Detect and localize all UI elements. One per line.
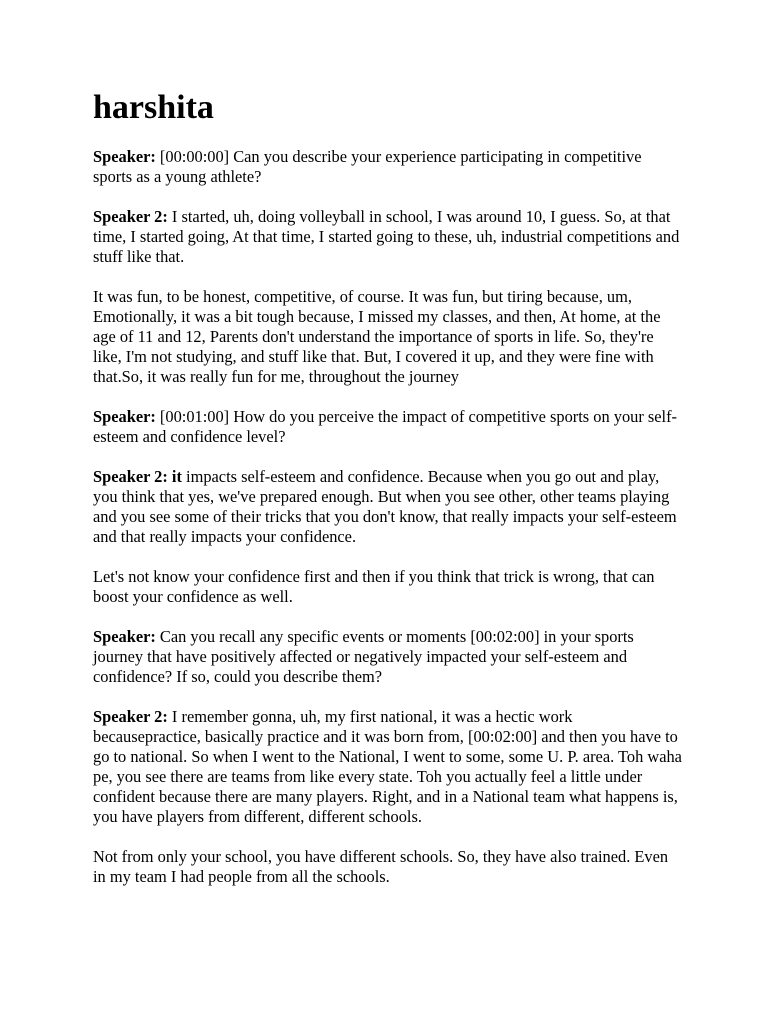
transcript-paragraph [93,567,683,607]
document-title: harshita [93,89,214,126]
transcript-paragraph [93,147,683,187]
transcript-paragraph [93,847,683,887]
transcript-page [93,88,683,907]
paragraph-text: Let's not know your confidence first and then if you think that trick is wrong, that can boost your confidence as well. [93,567,655,606]
paragraph-text: It was fun, to be honest, competitive, of course. It was fun, but tiring because, um, Emotionally, it was a bit tough because, I missed my classes, and then, At home, at the age of 11 and 12, Parents don't understand the importance of sports in life. So, they're like, I'm not studying, and stuff like that. But, I covered it up, and they were fine with that.So, it was really fun for me, throughout the journey [93,287,661,386]
paragraph-text: Can you recall any specific events or moments [00:02:00] in your sports journey that have positively affected or negatively impacted your self-esteem and confidence? If so, could you describe them? [93,627,634,686]
transcript-paragraph [93,627,683,687]
speaker-label: Speaker 2: it [93,467,182,486]
speaker-label: Speaker 2: [93,707,168,726]
transcript-paragraph [93,407,683,447]
speaker-label: Speaker 2: [93,207,168,226]
paragraph-text: Not from only your school, you have different schools. So, they have also trained. Even in my team I had people from all the schools. [93,847,669,886]
transcript-paragraph [93,287,683,387]
paragraph-text: [00:00:00] Can you describe your experience participating in competitive sports as a young athlete? [93,147,642,186]
speaker-label: Speaker: [93,627,156,646]
transcript-paragraph [93,207,683,267]
transcript-paragraph [93,467,683,547]
paragraph-text: I remember gonna, uh, my first national, it was a hectic work becausepractice, basically practice and it was born from, [00:02:00] and then you have to go to national. So when I went to the National, I went to some, some U. P. area. Toh waha pe, you see there are teams from like every state. Toh you actually feel a little under confident because there are many players. Right, and in a National team what happens is, you have players from different, different schools. [93,707,682,826]
transcript-paragraph [93,707,683,827]
speaker-label: Speaker: [93,147,156,166]
speaker-label: Speaker: [93,407,156,426]
paragraph-text: [00:01:00] How do you perceive the impact of competitive sports on your self-esteem and confidence level? [93,407,678,446]
paragraph-text: I started, uh, doing volleyball in school, I was around 10, I guess. So, at that time, I started going, At that time, I started going to these, uh, industrial competitions and stuff like that. [93,207,680,266]
paragraph-text: impacts self-esteem and confidence. Because when you go out and play, you think that yes, we've prepared enough. But when you see other, other teams playing and you see some of their tricks that you don't know, that really impacts your self-esteem and that really impacts your confidence. [93,467,677,546]
